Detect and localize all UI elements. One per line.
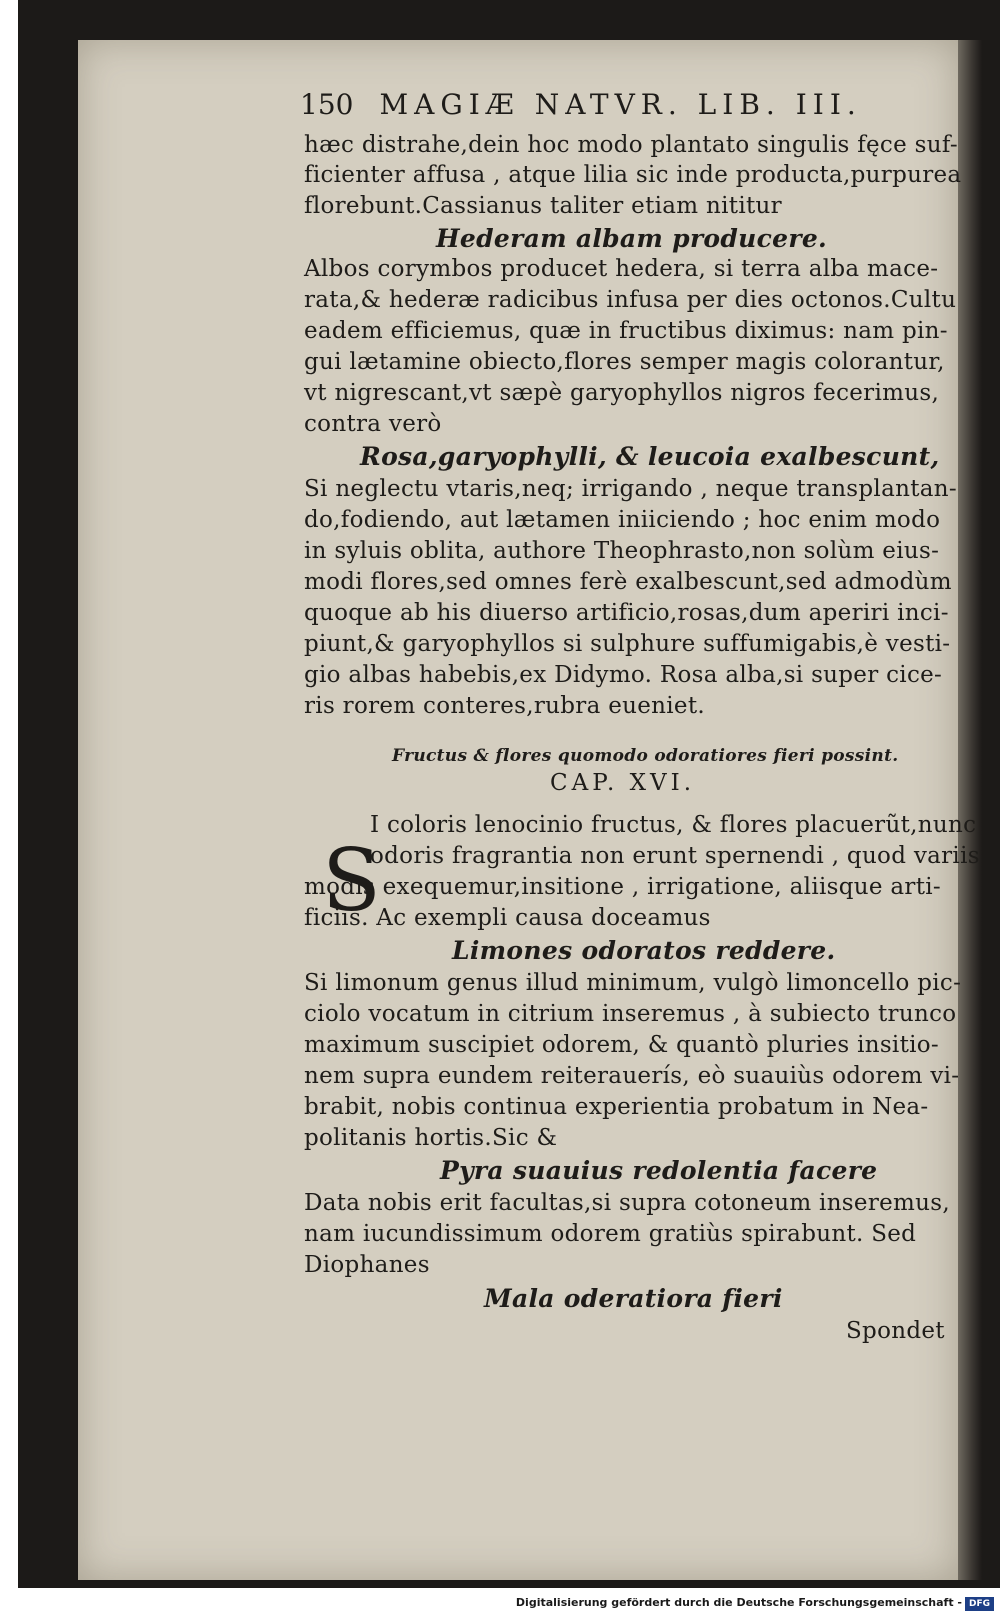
text-line: Si limonum genus illud minimum, vulgò limoncello pic-: [304, 970, 962, 996]
text-line: hæc distrahe,dein hoc modo plantato singulis fęce suf-: [304, 132, 958, 158]
text-line: Albos corymbos producet hedera, si terra alba mace-: [304, 256, 939, 282]
text-line: rata,& hederæ radicibus infusa per dies octonos.Cultu: [304, 287, 957, 313]
text-line: ficienter affusa , atque lilia sic inde producta,purpurea: [304, 162, 962, 188]
text-line: ris rorem conteres,rubra eueniet.: [304, 693, 705, 719]
page-gutter-edge: [958, 40, 982, 1580]
text-line: florebunt.Cassianus taliter etiam nititur: [304, 193, 782, 219]
text-line: politanis hortis.Sic &: [304, 1125, 558, 1151]
text-line: nem supra eundem reiterauerís, eò suauiùs odorem vi-: [304, 1063, 960, 1089]
text-line: modi flores,sed omnes ferè exalbescunt,sed admodùm: [304, 569, 952, 595]
digitization-credit: [0, 1596, 994, 1611]
text-line: Si neglectu vtaris,neq; irrigando , neque transplantan-: [304, 476, 957, 502]
running-head: [300, 88, 862, 121]
text-line: vt nigrescant,vt sæpè garyophyllos nigros fecerimus,: [304, 380, 940, 406]
text-line: maximum suscipiet odorem, & quantò pluries insitio-: [304, 1032, 940, 1058]
text-line: ficiis. Ac exempli causa doceamus: [304, 905, 711, 931]
section-heading: Limones odoratos reddere.: [452, 936, 836, 965]
text-line: gui lætamine obiecto,flores semper magis colorantur,: [304, 349, 945, 375]
text-line: do,fodiendo, aut lætamen iniiciendo ; hoc enim modo: [304, 507, 941, 533]
text-line: in syluis oblita, authore Theophrasto,non solùm eius-: [304, 538, 940, 564]
text-line: eadem efficiemus, quæ in fructibus diximus: nam pin-: [304, 318, 948, 344]
page-number: 150: [300, 88, 354, 121]
section-heading: Pyra suauius redolentia facere: [440, 1156, 878, 1185]
text-line: piunt,& garyophyllos si sulphure suffumigabis,è vesti-: [304, 631, 951, 657]
text-line: odoris fragrantia non erunt spernendi , quod variis: [370, 843, 980, 869]
text-line: Diophanes: [304, 1252, 430, 1278]
running-title: MAGIÆ NATVR. LIB. III.: [379, 88, 862, 121]
section-heading: Hederam albam producere.: [436, 224, 828, 253]
text-line: quoque ab his diuerso artificio,rosas,dum aperiri inci-: [304, 600, 949, 626]
catchword: Spondet: [846, 1318, 945, 1344]
text-line: gio albas habebis,ex Didymo. Rosa alba,si super cice-: [304, 662, 943, 688]
dfg-logo: DFG: [965, 1597, 994, 1611]
text-line: I coloris lenocinio fructus, & flores placuerũt,nunc: [370, 812, 977, 838]
text-line: modis exequemur,insitione , irrigatione, aliisque arti-: [304, 874, 941, 900]
drop-cap: S: [322, 831, 381, 931]
chapter-number: CAP. XVI.: [550, 770, 696, 796]
text-line: nam iucundissimum odorem gratiùs spirabunt. Sed: [304, 1221, 917, 1247]
text-line: ciolo vocatum in citrium inseremus , à subiecto trunco: [304, 1001, 957, 1027]
chapter-title: Fructus & flores quomodo odoratiores fieri possint.: [392, 746, 899, 766]
text-line: Data nobis erit facultas,si supra cotoneum inseremus,: [304, 1190, 950, 1216]
section-heading: Mala oderatiora fieri: [484, 1284, 783, 1313]
text-line: brabit, nobis continua experientia probatum in Nea-: [304, 1094, 929, 1120]
section-heading: Rosa,garyophylli, & leucoia exalbescunt,: [360, 442, 940, 471]
footer-text: Digitalisierung gefördert durch die Deutsche Forschungsgemeinschaft -: [515, 1596, 962, 1609]
text-line: contra verò: [304, 411, 442, 437]
